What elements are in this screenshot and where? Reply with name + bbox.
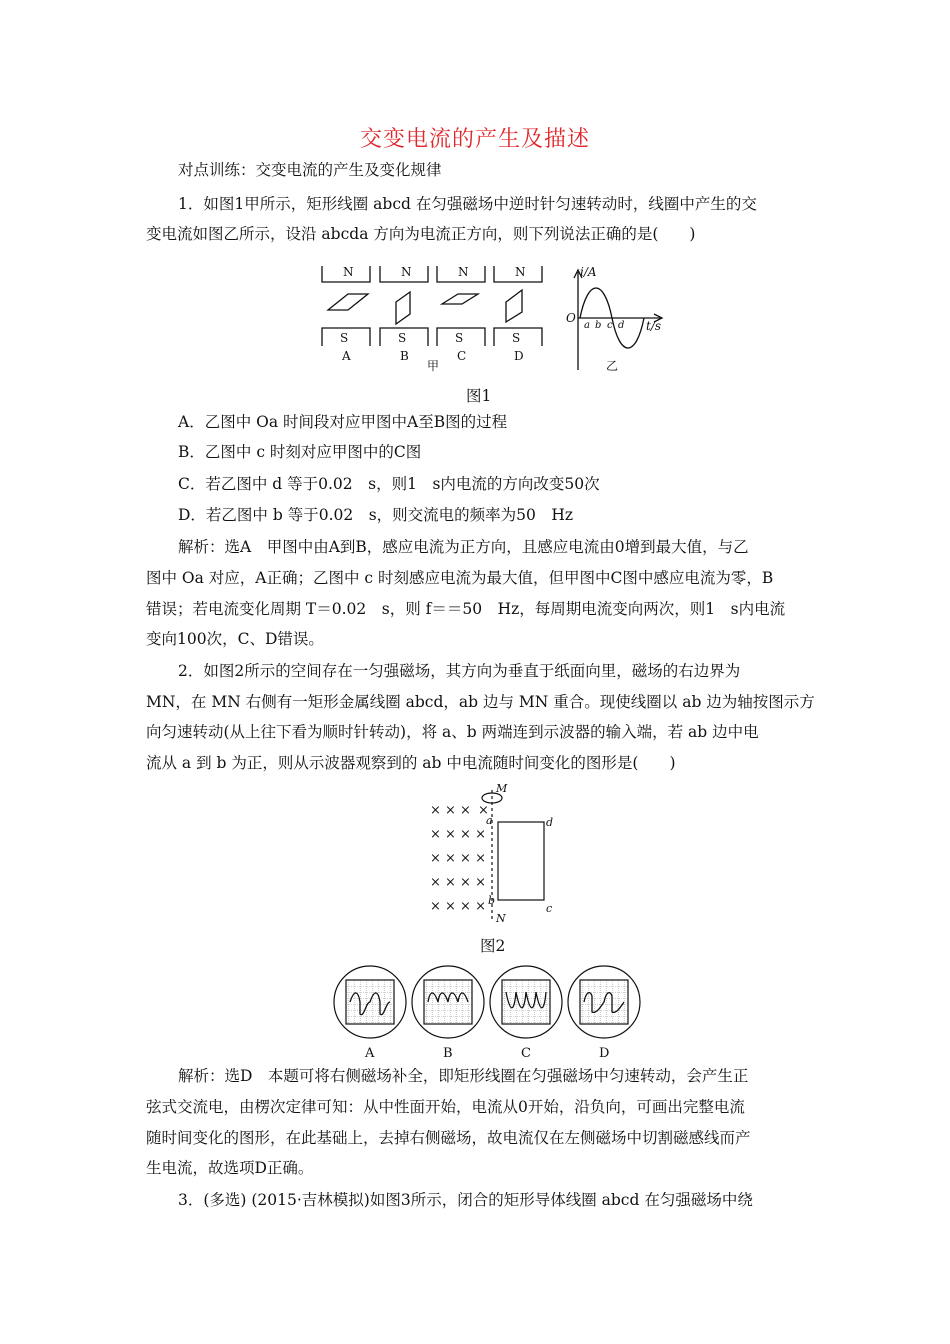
q2-stem-line2: MN，在 MN 右侧有一矩形金属线圈 abcd，ab 边与 MN 重合。现使线圈以 ab 边为轴按图示方 bbox=[146, 693, 815, 711]
fig1-graph-point-c: c bbox=[607, 320, 613, 331]
scope-label-c: C bbox=[521, 1046, 531, 1061]
scope-label-d: D bbox=[599, 1046, 610, 1061]
scope-label-b: B bbox=[443, 1046, 453, 1061]
q2-stem-line1: 2．如图2所示的空间存在一匀强磁场，其方向为垂直于纸面向里，磁场的右边界为 bbox=[178, 662, 741, 680]
scope-label-a: A bbox=[365, 1046, 375, 1061]
fig1-panel-c-label: C bbox=[457, 349, 467, 363]
q2-stem-line4: 流从 a 到 b 为正，则从示波器观察到的 ab 中电流随时间变化的图形是( ) bbox=[146, 754, 676, 772]
fig1-magnet-s: S bbox=[398, 331, 407, 345]
fig2-caption: 图2 bbox=[480, 937, 506, 955]
svg-text:× × × ×: × × × × bbox=[430, 899, 486, 914]
fig1-magnet-n: N bbox=[343, 265, 354, 279]
q1-analysis-line1: 解析：选A 甲图中由A到B，感应电流为正方向，且感应电流由0增到最大值，与乙 bbox=[178, 538, 749, 556]
fig1-magnet-s: S bbox=[512, 331, 521, 345]
fig1-caption: 图1 bbox=[466, 387, 492, 405]
fig1-magnet-s: S bbox=[340, 331, 349, 345]
q1-analysis-line4: 变向100次，C、D错误。 bbox=[146, 630, 324, 648]
svg-text:×: × bbox=[478, 803, 489, 818]
fig1-graph-origin: O bbox=[566, 311, 576, 325]
q3-stem-line1: 3．(多选) (2015·吉林模拟)如图3所示，闭合的矩形导体线圈 abcd 在匀强磁场中绕 bbox=[178, 1191, 753, 1209]
fig1-panel-b-label: B bbox=[400, 349, 409, 363]
q1-option-a: A．乙图中 Oa 时间段对应甲图中A至B图的过程 bbox=[178, 413, 508, 431]
fig1-graph-ylabel: i/A bbox=[580, 265, 597, 279]
fig1-panel-d-label: D bbox=[514, 349, 524, 363]
svg-text:× × × ×: × × × × bbox=[430, 827, 486, 842]
q1-stem-line1: 1．如图1甲所示，矩形线圈 abcd 在匀强磁场中逆时针匀速转动时，线圈中产生的交 bbox=[178, 195, 757, 213]
svg-text:× × ×: × × × bbox=[430, 803, 471, 818]
q2-analysis-line2: 弦式交流电，由楞次定律可知：从中性面开始，电流从0开始，沿负向，可画出完整电流 bbox=[146, 1098, 745, 1116]
figure-1 bbox=[310, 258, 680, 376]
figure-2 bbox=[420, 784, 570, 926]
fig2-label-a: a bbox=[486, 814, 493, 827]
scope-options bbox=[330, 962, 650, 1062]
section-heading: 对点训练：交变电流的产生及变化规律 bbox=[178, 161, 442, 179]
fig1-magnet-n: N bbox=[515, 265, 526, 279]
q1-stem-line2: 变电流如图乙所示，设沿 abcda 方向为电流正方向，则下列说法正确的是( ) bbox=[146, 225, 696, 243]
q2-analysis-line3: 随时间变化的图形，在此基础上，去掉右侧磁场，故电流仅在左侧磁场中切割磁感线而产 bbox=[146, 1129, 751, 1147]
q1-analysis-line2: 图中 Oa 对应，A正确；乙图中 c 时刻感应电流为最大值，但甲图中C图中感应电流为零，B bbox=[146, 569, 774, 587]
fig1-magnet-s: S bbox=[455, 331, 464, 345]
fig1-panel-a-label: A bbox=[342, 349, 351, 363]
fig1-graph-point-a: a bbox=[584, 320, 590, 331]
fig1-graph-point-b: b bbox=[595, 320, 602, 331]
q1-option-d: D．若乙图中 b 等于0.02 s，则交流电的频率为50 Hz bbox=[178, 506, 574, 524]
svg-text:× × × ×: × × × × bbox=[430, 875, 486, 890]
fig1-magnet-n: N bbox=[458, 265, 469, 279]
q2-stem-line3: 向匀速转动(从上往下看为顺时针转动)，将 a、b 两端连到示波器的输入端，若 ab 边中电 bbox=[146, 723, 759, 741]
fig2-label-m: M bbox=[496, 784, 508, 795]
fig1-right-label: 乙 bbox=[606, 359, 619, 373]
q1-option-b: B．乙图中 c 时刻对应甲图中的C图 bbox=[178, 443, 422, 461]
fig2-label-c: c bbox=[546, 902, 553, 915]
q1-analysis-line3: 错误；若电流变化周期 T＝0.02 s，则 f＝＝50 Hz，每周期电流变向两次，则1 s内电流 bbox=[146, 600, 786, 618]
fig1-magnet-n: N bbox=[401, 265, 412, 279]
fig2-label-d: d bbox=[546, 816, 554, 829]
q1-option-c: C．若乙图中 d 等于0.02 s，则1 s内电流的方向改变50次 bbox=[178, 475, 600, 493]
fig1-left-label: 甲 bbox=[427, 359, 440, 373]
q2-analysis-line4: 生电流，故选项D正确。 bbox=[146, 1159, 314, 1177]
field-crosses bbox=[430, 803, 489, 914]
q2-analysis-line1: 解析：选D 本题可将右侧磁场补全，即矩形线圈在匀强磁场中匀速转动，会产生正 bbox=[178, 1067, 749, 1085]
fig1-graph-xlabel: t/s bbox=[646, 319, 662, 333]
fig2-label-b: b bbox=[488, 894, 496, 907]
svg-text:× × × ×: × × × × bbox=[430, 851, 486, 866]
fig1-graph-point-d: d bbox=[618, 320, 625, 331]
page-title: 交变电流的产生及描述 bbox=[359, 127, 590, 152]
fig2-label-n: N bbox=[496, 912, 506, 925]
